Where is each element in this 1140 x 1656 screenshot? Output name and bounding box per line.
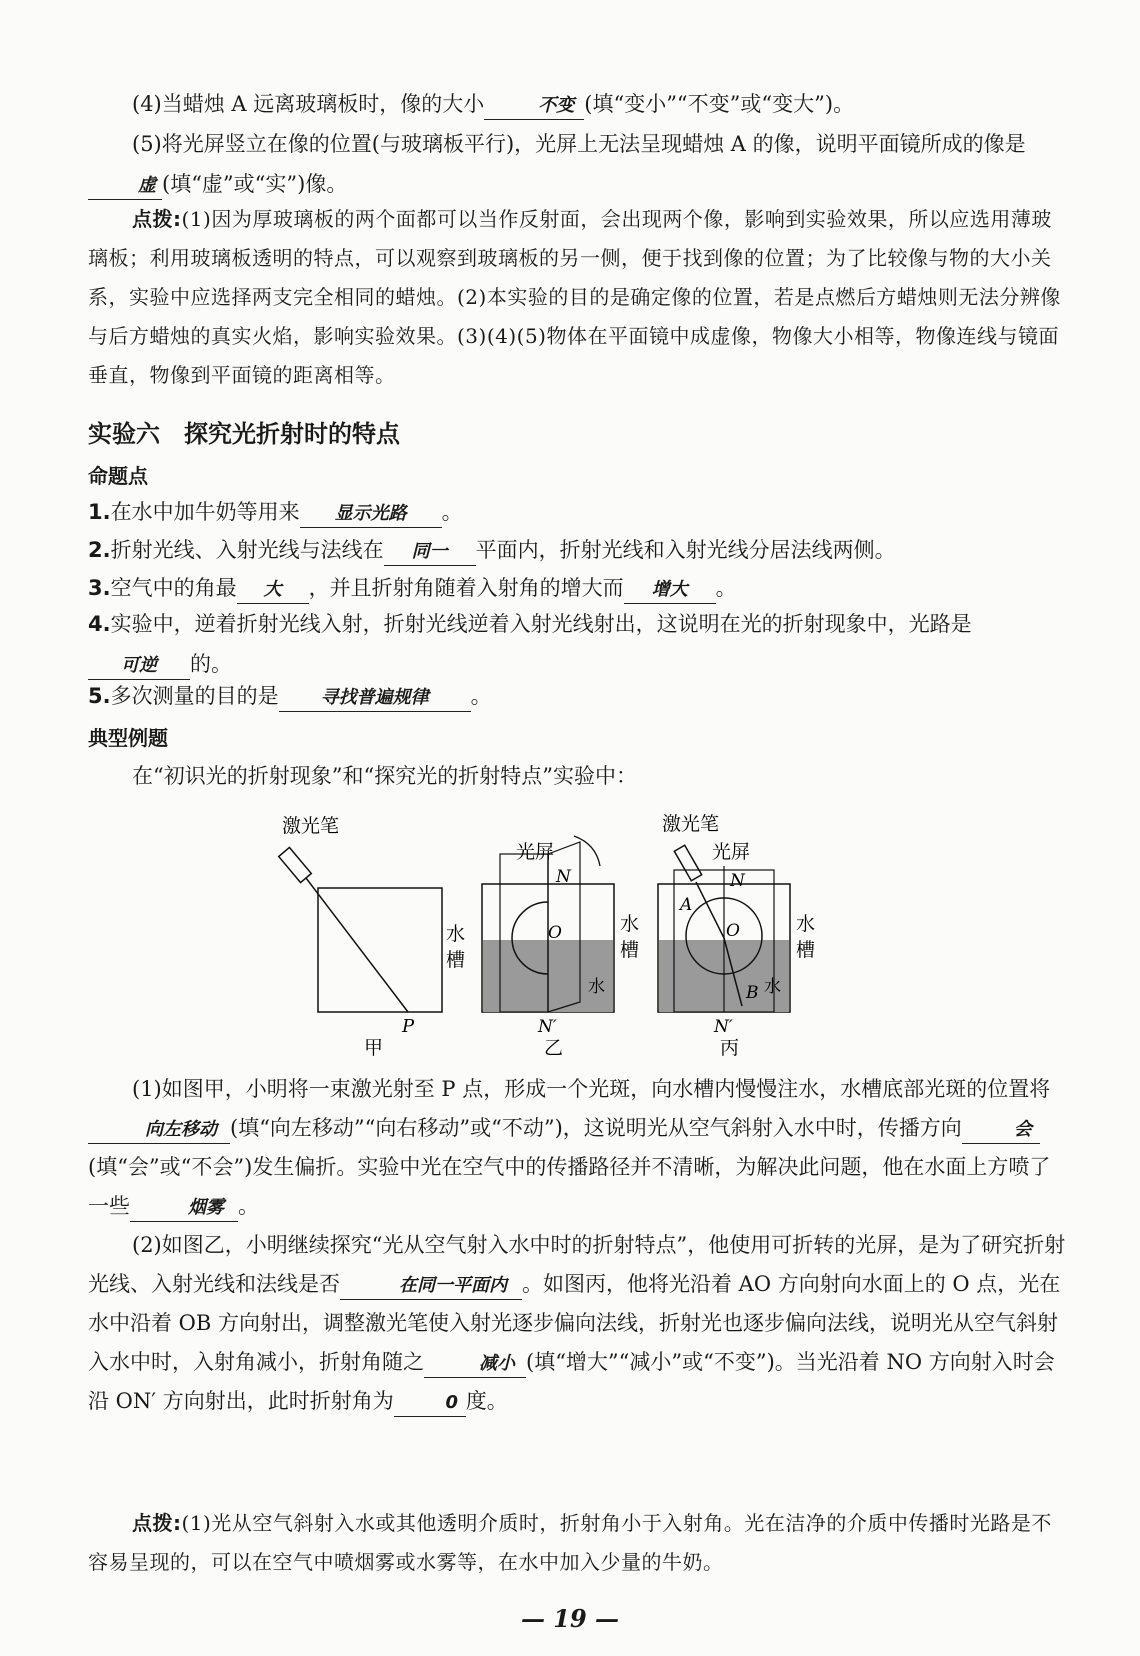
point-3-answer-2: 增大 <box>624 577 716 604</box>
point-2-text: 折射光线、入射光线与法线在 <box>110 538 384 562</box>
point-2-num: 2. <box>88 538 111 562</box>
question-2-end: 度。 <box>465 1389 508 1413</box>
question-1-middle-2: (填“会”或“不会”)发生偏折。实验中光在空气中的传播路径并不清晰，为解决此问题，他在水面上方喷了一些 <box>88 1155 1051 1218</box>
question-1-end: 。 <box>238 1194 259 1218</box>
question-2-text: (2)如图乙，小明继续探究“光从空气射入水中时的折射特点”，他使用可折转的光屏，是为了研究折射光线、入射光线和法线是否 <box>88 1233 1066 1296</box>
point-1-text: 在水中加牛奶等用来 <box>110 500 300 524</box>
point-1 <box>88 492 1068 532</box>
bing-tank-label-1: 水 <box>796 913 816 935</box>
section-title: 实验六 探究光折射时的特点 <box>88 420 400 448</box>
question-1-answer-1: 向左移动 <box>88 1117 230 1144</box>
tip-2-label: 点拨: <box>132 1511 182 1535</box>
point-4-end: 的。 <box>190 652 232 676</box>
question-2-middle: 。如图丙，他将光沿着 AO 方向射向水面上的 O 点，光在水中沿着 OB 方向射出，调整激光笔使入射光逐步偏向法线，折射光也逐步偏向法线，说明光从空气斜射入水中时，入射角减小，折射角随之 <box>88 1272 1061 1374</box>
bing-laser-label: 激光笔 <box>662 813 720 835</box>
tip-paragraph-2 <box>88 1504 1068 1582</box>
figure-jia <box>279 815 465 1059</box>
jia-caption: 甲 <box>364 1037 384 1059</box>
point-3-text: 空气中的角最 <box>110 576 237 600</box>
example-title: 典型例题 <box>88 726 168 750</box>
bing-a-label: A <box>680 895 693 915</box>
question-2-answer-3: 0 <box>394 1390 466 1417</box>
point-5-answer: 寻找普遍规律 <box>279 685 471 712</box>
example-intro: 在“初识光的折射现象”和“探究光的折射特点”实验中： <box>132 764 637 788</box>
point-4-text: 实验中，逆着折射光线入射，折射光线逆着入射光线射出，这说明在光的折射现象中，光路是 <box>110 612 972 636</box>
point-2-end: 平面内，折射光线和入射光线分居法线两侧。 <box>475 538 896 562</box>
yi-o-label: O <box>548 923 562 943</box>
yi-screen-label: 光屏 <box>516 841 555 863</box>
point-2 <box>88 530 1068 570</box>
bing-tank-label-2: 槽 <box>796 939 816 961</box>
point-1-num: 1. <box>88 500 111 524</box>
item-5 <box>88 124 1068 204</box>
bing-o-label: O <box>726 921 740 941</box>
point-1-end: 。 <box>441 500 463 524</box>
figure-yi <box>482 836 639 1059</box>
figure-bing <box>658 813 815 1059</box>
yi-water-label: 水 <box>588 977 605 997</box>
item-5-answer: 虚 <box>88 173 162 200</box>
question-1-answer-2: 会 <box>962 1117 1040 1144</box>
point-3-answer-1: 大 <box>237 577 309 604</box>
item-4-text: (4)当蜡烛 A 远离玻璃板时，像的大小 <box>132 92 485 116</box>
points-title: 命题点 <box>88 464 148 488</box>
jia-tank-label-2: 槽 <box>446 949 466 971</box>
tip-label: 点拨: <box>132 207 182 231</box>
bing-n-prime-label: N′ <box>714 1017 733 1037</box>
jia-laser-pen <box>279 847 312 882</box>
tip-2-text: (1)光从空气斜射入水或其他透明介质时，折射角小于入射角。光在洁净的介质中传播时光路是不容易呈现的，可以在空气中喷烟雾或水雾等，在水中加入少量的牛奶。 <box>88 1511 1052 1574</box>
jia-tank-label-1: 水 <box>446 923 466 945</box>
jia-tank <box>318 888 442 1012</box>
bing-n-label: N <box>730 871 745 891</box>
question-1-middle: (填“向左移动”“向右移动”或“不动”)，这说明光从空气斜射入水中时，传播方向 <box>230 1116 962 1140</box>
bing-caption: 丙 <box>720 1037 740 1059</box>
item-4 <box>88 84 1068 124</box>
point-2-answer: 同一 <box>384 539 476 566</box>
bing-b-label: B <box>746 983 759 1003</box>
tip-text: (1)因为厚玻璃板的两个面都可以当作反射面，会出现两个像，影响到实验效果，所以应选用薄玻璃板；利用玻璃板透明的特点，可以观察到玻璃板的另一侧，便于找到像的位置；为了比较像与物的大小关系，实验中应选择两支完全相同的蜡烛。(2)本实验的目的是确定像的位置，若是点燃后方蜡烛则无法分辨像与后方蜡烛的真实火焰，影响实验效果。(3)(4)(5)物体在平面镜中成虚像，物像大小相等，物像连线与镜面垂直，物像到平面镜的距离相等。 <box>88 207 1061 387</box>
point-3-num: 3. <box>88 576 111 600</box>
page-number: — 19 — <box>520 1604 620 1633</box>
question-2-middle-2: (填“增大”“减小”或“不变”)。当光沿着 NO 方向射入时会沿 ON′ 方向射出，此时折射角为 <box>88 1350 1055 1413</box>
question-1 <box>88 1070 1068 1226</box>
bing-incident-ray <box>696 882 724 938</box>
bing-water-label: 水 <box>764 977 781 997</box>
yi-caption: 乙 <box>544 1037 564 1059</box>
point-4-answer: 可逆 <box>88 653 190 680</box>
item-4-answer: 不变 <box>484 93 584 120</box>
point-5-end: 。 <box>470 684 492 708</box>
question-1-answer-3: 烟雾 <box>130 1195 238 1222</box>
yi-tank-label-2: 槽 <box>620 939 640 961</box>
question-2-answer-2: 减小 <box>424 1351 526 1378</box>
point-5-num: 5. <box>88 684 111 708</box>
yi-n-label: N <box>556 867 571 887</box>
point-4 <box>88 604 1068 684</box>
point-1-answer: 显示光路 <box>300 501 442 528</box>
tip-paragraph-1 <box>88 200 1068 395</box>
item-5-hint: (填“虚”或“实”)像。 <box>162 172 348 196</box>
experiment-figure <box>0 806 1140 1066</box>
point-3 <box>88 568 1068 608</box>
yi-n-prime-label: N′ <box>538 1017 557 1037</box>
yi-tank-label-1: 水 <box>620 913 640 935</box>
question-2-answer-1: 在同一平面内 <box>340 1273 522 1300</box>
yi-rotate-arrow <box>574 836 600 866</box>
bing-laser-pen <box>674 845 701 880</box>
point-5-text: 多次测量的目的是 <box>110 684 279 708</box>
point-5 <box>88 676 1068 716</box>
question-1-text: (1)如图甲，小明将一束激光射至 P 点，形成一个光斑，向水槽内慢慢注水，水槽底部光斑的位置将 <box>132 1077 1051 1101</box>
bing-screen-label: 光屏 <box>712 841 751 863</box>
jia-laser-label: 激光笔 <box>282 815 340 837</box>
jia-beam <box>306 878 408 1012</box>
point-3-middle: ，并且折射角随着入射角的增大而 <box>308 576 624 600</box>
item-5-text: (5)将光屏竖立在像的位置(与玻璃板平行)，光屏上无法呈现蜡烛 A 的像，说明平面镜所成的像是 <box>132 132 1026 156</box>
question-2 <box>88 1226 1068 1421</box>
point-4-num: 4. <box>88 612 111 636</box>
jia-point-label: P <box>402 1016 415 1037</box>
item-4-hint: (填“变小”“不变”或“变大”)。 <box>584 92 855 116</box>
point-3-end: 。 <box>715 576 737 600</box>
